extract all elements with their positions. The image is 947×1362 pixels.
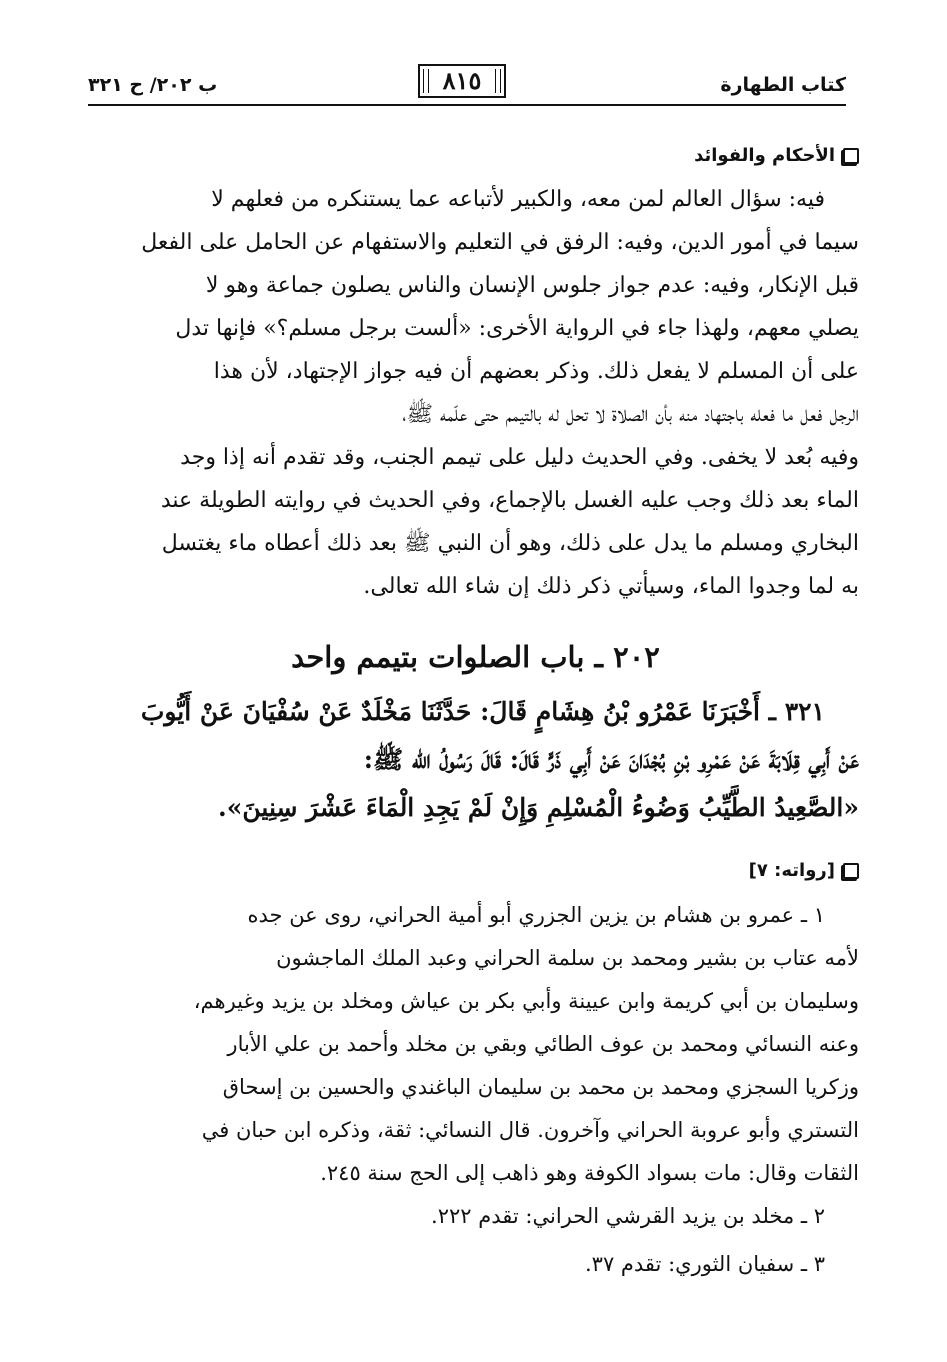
narrators-heading <box>749 860 859 881</box>
text-line: فيه: سؤال العالم لمن معه، والكبير لأتباعه عما يستنكره من فعلهم لا <box>211 187 825 212</box>
narrator-line: لأمه عتاب بن بشير ومحمد بن سلمة الحراني وعبد الملك الماجشون <box>276 946 859 970</box>
text-line: وفيه بُعد لا يخفى. وفي الحديث دليل على تيمم الجنب، وقد تقدم أنه إذا وجد <box>180 445 859 470</box>
text-line: البخاري ومسلم ما يدل على ذلك، وهو أن النبي ﷺ بعد ذلك أعطاه ماء يغتسل <box>161 531 859 556</box>
hadith-line: «الصَّعِيدُ الطَّيِّبُ وَضُوءُ الْمُسْلِمِ وَإِنْ لَمْ يَجِدِ الْمَاءَ عَشْرَ سِنِينَ». <box>218 793 859 822</box>
narrator-entry-1 <box>92 894 859 1195</box>
text-line: سيما في أمور الدين، وفيه: الرفق في التعليم والاستفهام عن الحامل على الفعل <box>141 230 859 255</box>
hadith-text <box>92 688 859 832</box>
ahkam-heading <box>694 145 859 166</box>
hadith-line: عَنْ أَبِي قِلَابَةَ عَنْ عَمْرِو بْنِ بُجْدَانَ عَنْ أَبِي ذَرٍّ قَالَ: قَالَ رَسُولُ الله ﷺ: <box>363 745 859 774</box>
text-line: يصلي معهم، ولهذا جاء في الرواية الأخرى: «ألست برجل مسلم؟» فإنها تدل <box>175 316 859 341</box>
header-rule <box>88 104 846 106</box>
page-header <box>88 62 846 108</box>
narrator-line: وسليمان بن أبي كريمة وابن عيينة وأبي بكر بن عياش ومخلد بن يزيد وغيرهم، <box>193 989 859 1013</box>
narrator-line: التستري وأبو عروبة الحراني وآخرون. قال النسائي: ثقة، وذكره ابن حبان في <box>201 1118 859 1142</box>
text-line: به لما وجدوا الماء، وسيأتي ذكر ذلك إن شاء الله تعالى. <box>363 574 859 599</box>
narrator-line: ١ ـ عمرو بن هشام بن يزين الجزري أبو أمية الحراني، روى عن جده <box>247 903 825 927</box>
chapter-title: ٢٠٢ ـ باب الصلوات بتيمم واحد <box>291 640 660 674</box>
book-title: كتاب الطهارة <box>720 74 846 96</box>
text-line: الرجل فعل ما فعله باجتهاد منه بأن الصلاة لا تحل له بالتيمم حتى علّمه ﷺ، <box>402 402 859 427</box>
narrator-entry-2 <box>92 1195 859 1238</box>
narrators-heading-text: [رواته: ٧] <box>748 860 835 881</box>
narrator-line: الثقات وقال: مات بسواد الكوفة وهو ذاهب إلى الحج سنة ٢٤٥. <box>320 1161 859 1185</box>
narrator-entry-3 <box>92 1243 859 1286</box>
ahkam-paragraph <box>92 178 859 608</box>
page-number: ٨١٥ <box>418 64 506 98</box>
chapter-reference: ب ٢٠٢/ ح ٣٢١ <box>88 74 218 96</box>
narrator-line: ٢ ـ مخلد بن يزيد القرشي الحراني: تقدم ٢٢٢. <box>431 1204 825 1228</box>
ahkam-heading-text: الأحكام والفوائد <box>694 145 835 166</box>
hadith-line: ٣٢١ ـ أَخْبَرَنَا عَمْرُو بْنُ هِشَامٍ قَالَ: حَدَّثَنَا مَخْلَدٌ عَنْ سُفْيَانَ عَنْ أَيُّوبَ <box>140 697 825 726</box>
text-line: على أن المسلم لا يفعل ذلك. وذكر بعضهم أن فيه جواز الإجتهاد، لأن هذا <box>213 359 859 384</box>
checkbox-square-icon <box>843 863 859 879</box>
narrator-line: وعنه النسائي ومحمد بن عوف الطائي وبقي بن مخلد وأحمد بن علي الأبار <box>227 1032 859 1056</box>
text-line: الماء بعد ذلك وجب عليه الغسل بالإجماع، وفي الحديث في روايته الطويلة عند <box>160 488 859 513</box>
checkbox-square-icon <box>843 148 859 164</box>
narrator-line: ٣ ـ سفيان الثوري: تقدم ٣٧. <box>584 1252 825 1276</box>
narrator-line: وزكريا السجزي ومحمد بن محمد بن سليمان الباغندي والحسين بن إسحاق <box>222 1075 859 1099</box>
text-line: قبل الإنكار، وفيه: عدم جواز جلوس الإنسان والناس يصلون جماعة وهو لا <box>205 273 859 298</box>
